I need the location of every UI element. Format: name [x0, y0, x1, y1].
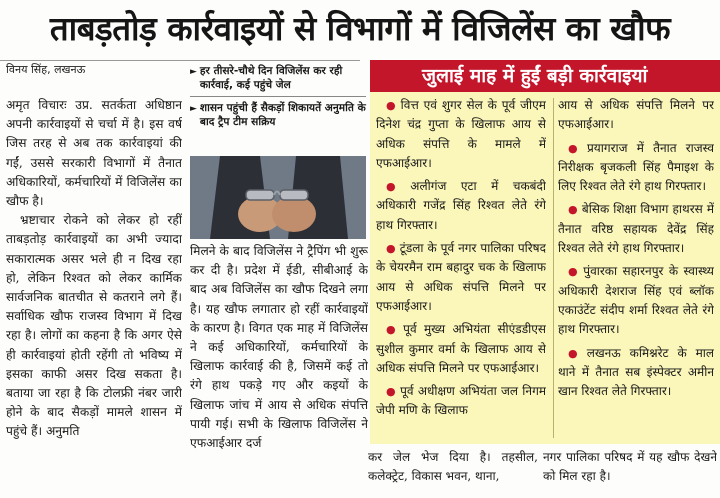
article-column-2 [190, 242, 368, 478]
bullet-icon: ● [568, 141, 583, 155]
list-item [376, 320, 546, 378]
list-item-text: अलीगंज एटा में चकबंदी अधिकारी गजेंद्र सिंह रिश्वत लेते रंगे हाथ गिरफ्तार। [376, 179, 546, 232]
list-item [558, 262, 714, 339]
triangle-icon: ► [190, 67, 197, 77]
bullet-icon: ● [568, 203, 578, 217]
bullet-icon: ● [568, 346, 583, 360]
list-item-continued [558, 96, 714, 135]
bullet-icon: ● [568, 265, 580, 279]
list-item-text: पूर्व अधीक्षण अभियंता जल निगम जेपी मणि के खिलाफ [376, 384, 546, 418]
byline: विनय सिंह, लखनऊ [6, 63, 86, 76]
article-column-4 [543, 448, 717, 498]
bullet-icon: ● [386, 99, 397, 112]
list-item-text: लखनऊ कमिश्नरेट के माल थाने में तैनात सब इंस्पेक्टर अमीन खान रिश्वत लेते गिरफ्तार। [558, 345, 714, 399]
sidebar-column-a [376, 96, 546, 442]
list-item-text: पुंवारका सहारनपुर के स्वास्थ्य अधिकारी देशराज सिंह एवं ब्लॉक एकाउंटेंट संदीप शर्मा रिश्वत लेते रंगे हाथ गिरफ्तार। [558, 264, 714, 337]
list-item-text: आय से अधिक संपत्ति मिलने पर एफआईआर। [558, 98, 714, 132]
list-item [558, 200, 714, 258]
sidebar-box [370, 60, 720, 444]
list-item-text: पूर्व मुख्य अभियंता सीएंडडीएस सुशील कुमार वर्मा के खिलाफ आय से अधिक संपत्ति मिलने पर एफआईआर। [376, 322, 546, 375]
article-paragraph: अमृत विचारः उप्र. सतर्कता अधिष्ठान अपनी कार्रवाइयों से चर्चा में है। इस वर्ष जिस तरह से अब तक कार्रवाइयां की गईं, उससे सरकारी विभागों में तैनात अधिकारियों, कर्मचारियों में विजिलेंस का खौफ है। [6, 98, 182, 209]
list-item [558, 139, 714, 197]
article-paragraph: भ्रष्टाचार रोकने को लेकर हो रहीं ताबड़तोड़ कार्रवाइयों का अभी ज्यादा सकारात्मक असर भले ही न दिख रहा हो, लेकिन रिश्वत को लेकर कार्मिक सार्वजनिक बातचीत से कतराने लगे हैं। सर्वाधिक खौफ राजस्व विभाग में दिख रहा है। लोगों का कहना है कि अगर ऐसे ही कार्रवाइयां होती रहेंगी तो भविष्य में इसका काफी असर दिख सकता है। बताया जा रहा है कि टोलफ्री नंबर जारी होने के बाद सैकड़ों मामले शासन में पहुंचे हैं। अनुमति [6, 213, 182, 439]
triangle-icon: ► [190, 104, 197, 114]
highlight-text: हर तीसरे-चौथे दिन विजिलेंस कर रही कार्रवाई, कई पहुंचे जेल [199, 65, 343, 91]
list-item-text: प्रयागराज में तैनात राजस्व निरीक्षक बृजकली सिंह पैमाइश के लिए रिश्वत लेते रंगे हाथ गिरफ्तार। [558, 140, 714, 194]
sidebar-column-b [558, 96, 714, 442]
highlight-item [190, 64, 366, 97]
list-item [376, 382, 546, 421]
handcuffed-hands-image [190, 156, 366, 239]
highlight-text: शासन पहुंची हैं सैकड़ों शिकायतें अनुमति के बाद ट्रैप टीम सक्रिय [199, 102, 366, 128]
list-item-text: वित्त एवं शुगर सेल के पूर्व जीएम दिनेश चंद्र गुप्ता के खिलाफ आय से अधिक संपत्ति के मामले में एफआईआर। [376, 98, 546, 170]
highlight-item [190, 101, 366, 133]
article-paragraph: कर जेल भेज दिया है। तहसील, कलेक्ट्रेट, विकास भवन, थाना, [368, 450, 538, 483]
bullet-icon: ● [386, 180, 407, 194]
highlight-box [190, 64, 366, 137]
article-paragraph: नगर पालिका परिषद में यह खौफ देखने को मिल रहा है। [543, 450, 717, 483]
list-item [376, 96, 546, 173]
list-item-text: टूंडला के पूर्व नगर पालिका परिषद के चेयरमैन राम बहादुर चक के खिलाफ आय से अधिक संपत्ति मिलने पर एफआईआर। [376, 241, 546, 313]
list-item [376, 177, 546, 235]
article-column-3 [368, 448, 538, 498]
list-item [558, 344, 714, 402]
headline: ताबड़तोड़ कार्रवाइयों से विभागों में विजिलेंस का खौफ [49, 9, 671, 48]
list-item-text: बेसिक शिक्षा विभाग हाथरस में तैनात वरिष्ठ सहायक देवेंद्र सिंह रिश्वत लेते रंगे हाथ गिरफ्तार। [558, 202, 714, 256]
bullet-icon: ● [386, 385, 397, 399]
bullet-icon: ● [386, 323, 400, 337]
article-column-1 [6, 96, 182, 496]
article-paragraph: मिलने के बाद विजिलेंस ने ट्रैपिंग भी शुरू कर दी है। प्रदेश में ईडी, सीबीआई के बाद अब विजिलेंस का खौफ दिखने लगा है। यह खौफ लगातार हो रहीं कार्रवाइयों के कारण है। विगत एक माह में विजिलेंस ने कई अधिकारियों, कर्मचारियों के खिलाफ कार्रवाई की है, जिसमें कई तो रंगे हाथ पकड़े गए और कइयों के खिलाफ जांच में आय से अधिक संपत्ति पायी गई। सभी के खिलाफ विजिलेंस ने एफआईआर दर्ज [190, 244, 368, 451]
divider [0, 60, 360, 61]
sidebar-title: जुलाई माह में हुईं बड़ी कार्रवाइयां [370, 60, 720, 92]
bullet-icon: ● [386, 242, 396, 256]
column-divider [553, 98, 554, 438]
list-item [376, 239, 546, 316]
